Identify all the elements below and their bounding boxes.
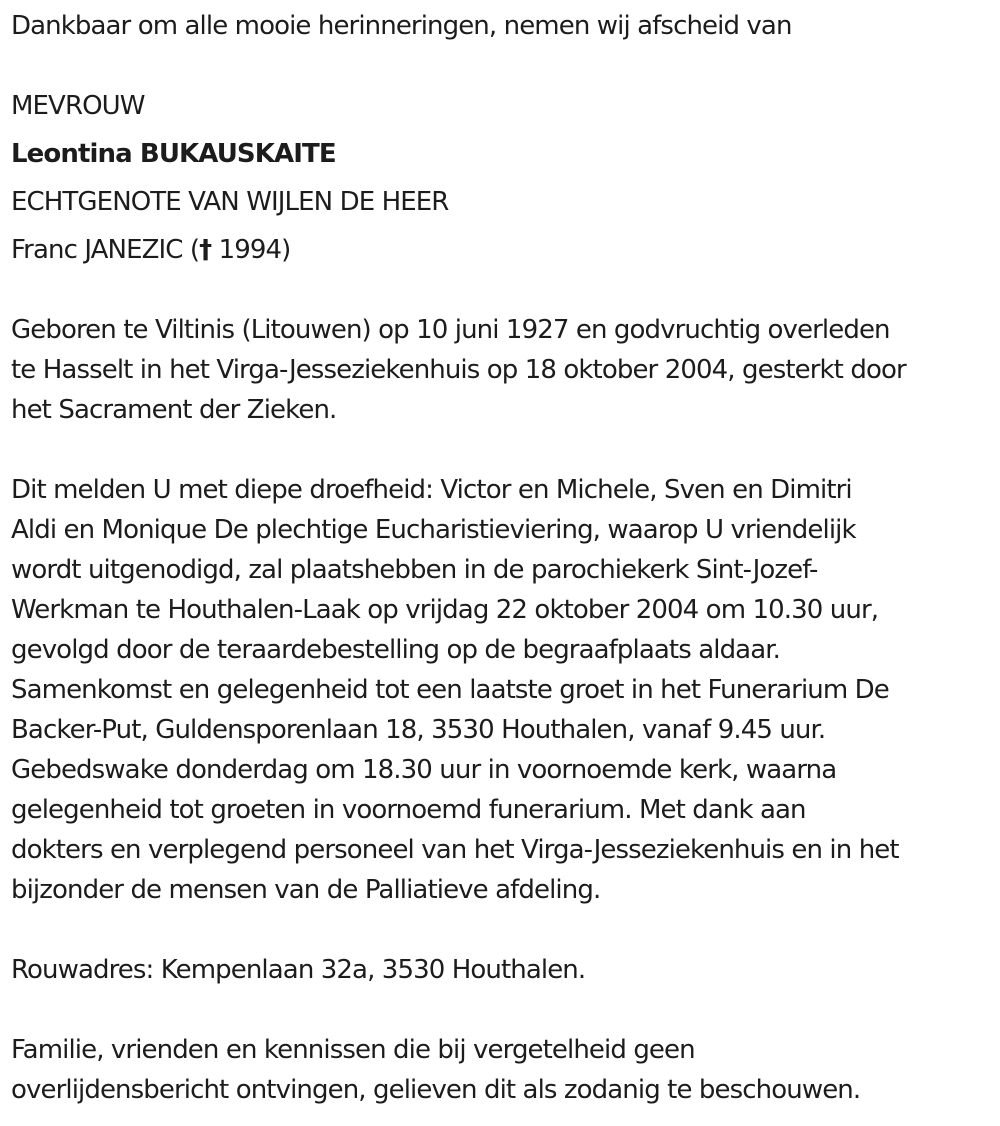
paragraph-line: Werkman te Houthalen-Laak op vrijdag 22 oktober 2004 om 10.30 uur,	[11, 595, 879, 625]
paragraph-line: Gebedswake donderdag om 18.30 uur in voornoemde kerk, waarna	[11, 755, 837, 785]
paragraph-line: het Sacrament der Zieken.	[11, 395, 337, 425]
paragraph-line: Familie, vrienden en kennissen die bij vergetelheid geen	[11, 1035, 695, 1065]
closing-paragraph	[11, 1030, 996, 1110]
paragraph-line: dokters en verplegend personeel van het Virga-Jesseziekenhuis en in het	[11, 835, 899, 865]
spouse-label: ECHTGENOTE VAN WIJLEN DE HEER	[11, 187, 449, 217]
paragraph-line: bijzonder de mensen van de Palliatieve afdeling.	[11, 875, 601, 905]
cross-icon: †	[199, 235, 212, 265]
intro-line: Dankbaar om alle mooie herinneringen, nemen wij afscheid van	[11, 11, 792, 41]
paragraph-line: Geboren te Viltinis (Litouwen) op 10 juni 1927 en godvruchtig overleden	[11, 315, 890, 345]
paragraph-line: gevolgd door de teraardebestelling op de begraafplaats aldaar.	[11, 635, 781, 665]
paragraph-line: te Hasselt in het Virga-Jesseziekenhuis op 18 oktober 2004, gesterkt door	[11, 355, 906, 385]
honorific-title: MEVROUW	[11, 91, 145, 121]
birth-death-paragraph	[11, 310, 996, 430]
spouse-death-year: 1994)	[211, 235, 291, 265]
mourning-address: Rouwadres: Kempenlaan 32a, 3530 Houthalen.	[11, 955, 586, 985]
paragraph-line: Dit melden U met diepe droefheid: Victor en Michele, Sven en Dimitri	[11, 475, 852, 505]
spouse-name-line	[11, 230, 290, 270]
paragraph-line: overlijdensbericht ontvingen, gelieven dit als zodanig te beschouwen.	[11, 1075, 861, 1105]
paragraph-line: wordt uitgenodigd, zal plaatshebben in de parochiekerk Sint-Jozef-	[11, 555, 818, 585]
announcement-paragraph	[11, 470, 996, 910]
paragraph-line: Aldi en Monique De plechtige Eucharistieviering, waarop U vriendelijk	[11, 515, 856, 545]
spouse-name: Franc JANEZIC (	[11, 235, 200, 265]
paragraph-line: gelegenheid tot groeten in voornoemd funerarium. Met dank aan	[11, 795, 806, 825]
deceased-name: Leontina BUKAUSKAITE	[11, 139, 336, 169]
paragraph-line: Samenkomst en gelegenheid tot een laatste groet in het Funerarium De	[11, 675, 889, 705]
paragraph-line: Backer-Put, Guldensporenlaan 18, 3530 Houthalen, vanaf 9.45 uur.	[11, 715, 826, 745]
